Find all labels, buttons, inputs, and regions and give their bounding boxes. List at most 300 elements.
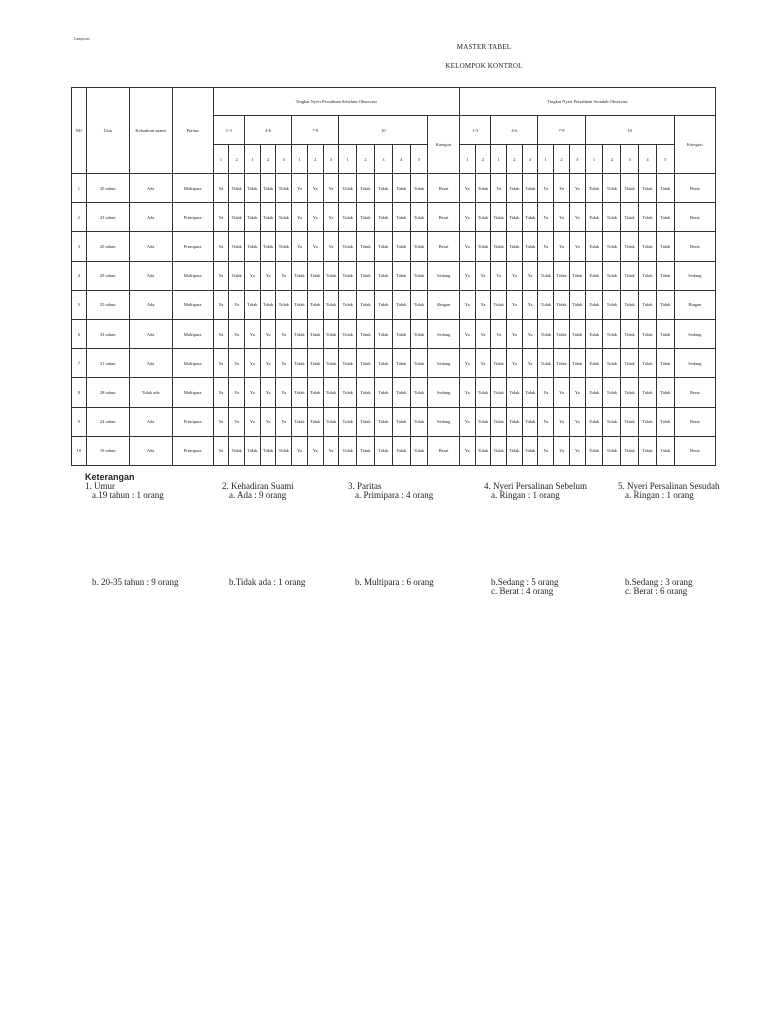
cell-sebelum: Tidak: [374, 319, 392, 348]
ket-sebelum-c: c. Berat : 4 orang: [491, 586, 554, 596]
cell-sesudah: Tidak: [491, 203, 507, 232]
table-row: [72, 407, 716, 436]
cell-sebelum: Ya: [260, 407, 276, 436]
cell-sesudah: Tidak: [522, 407, 538, 436]
cell-sesudah: Tidak: [603, 436, 621, 465]
cell-sesudah: Tidak: [507, 174, 523, 203]
subheader-sebelum-4: 2: [260, 145, 276, 174]
cell-kategori-sebelum: Sedang: [428, 349, 460, 378]
cell-sebelum: Tidak: [229, 232, 245, 261]
cell-sesudah: Tidak: [656, 319, 674, 348]
subheader-sesudah-2: 2: [475, 145, 491, 174]
subheader-sebelum-9: 1: [339, 145, 357, 174]
cell-sesudah: Ya: [475, 261, 491, 290]
cell-sebelum: Tidak: [374, 232, 392, 261]
cell-sesudah: Tidak: [507, 407, 523, 436]
cell-sesudah: Tidak: [507, 436, 523, 465]
cell-kategori-sesudah: Sedang: [674, 261, 715, 290]
cell-kategori-sesudah: Berat: [674, 203, 715, 232]
cell-kehadiran: Ada: [129, 174, 172, 203]
cell-sebelum: Ya: [276, 349, 292, 378]
subheader-sesudah-11: 3: [621, 145, 639, 174]
cell-sesudah: Ya: [554, 436, 570, 465]
cell-paritas: Multipara: [172, 290, 213, 319]
header-no: NO: [72, 88, 87, 174]
cell-sebelum: Tidak: [292, 290, 308, 319]
cell-sesudah: Ya: [475, 290, 491, 319]
cell-usia: 19 tahun: [86, 436, 129, 465]
cell-sebelum: Tidak: [339, 290, 357, 319]
cell-sebelum: Tidak: [339, 378, 357, 407]
cell-sesudah: Tidak: [639, 378, 657, 407]
cell-sesudah: Ya: [569, 174, 585, 203]
ket-umur-b: b. 20-35 tahun : 9 orang: [92, 577, 179, 587]
cell-sebelum: Ya: [307, 436, 323, 465]
cell-sesudah: Ya: [569, 407, 585, 436]
cell-sesudah: Ya: [459, 290, 475, 319]
table-row: [72, 290, 716, 319]
cell-sebelum: Tidak: [357, 407, 375, 436]
cell-sebelum: Ya: [260, 349, 276, 378]
cell-sesudah: Tidak: [585, 436, 603, 465]
cell-sebelum: Tidak: [244, 232, 260, 261]
cell-sesudah: Tidak: [639, 407, 657, 436]
cell-paritas: Multipara: [172, 349, 213, 378]
subheader-sebelum-3: 1: [244, 145, 260, 174]
cell-sebelum: Ya: [229, 319, 245, 348]
cell-sesudah: Ya: [459, 319, 475, 348]
cell-sesudah: Ya: [569, 436, 585, 465]
subheader-sebelum-11: 3: [374, 145, 392, 174]
cell-sebelum: Tidak: [410, 174, 428, 203]
page-subtitle: KELOMPOK KONTROL: [445, 62, 523, 70]
lampiran-label: Lampiran: [74, 36, 90, 41]
cell-sesudah: Ya: [569, 203, 585, 232]
cell-sebelum: Ya: [276, 261, 292, 290]
cell-sesudah: Tidak: [621, 232, 639, 261]
cell-sebelum: Ya: [229, 378, 245, 407]
cell-sebelum: Ya: [323, 436, 339, 465]
cell-kategori-sesudah: Berat: [674, 436, 715, 465]
cell-sesudah: Tidak: [603, 319, 621, 348]
cell-sesudah: Tidak: [538, 261, 554, 290]
cell-sesudah: Ya: [538, 203, 554, 232]
cell-sesudah: Tidak: [554, 261, 570, 290]
cell-no: 2: [72, 203, 87, 232]
cell-sesudah: Tidak: [585, 174, 603, 203]
cell-sesudah: Tidak: [656, 349, 674, 378]
cell-sebelum: Tidak: [410, 436, 428, 465]
master-table: [71, 87, 716, 466]
cell-kategori-sebelum: Ringan: [428, 290, 460, 319]
cell-sebelum: Ya: [276, 407, 292, 436]
cell-sesudah: Tidak: [603, 378, 621, 407]
cell-sesudah: Ya: [522, 290, 538, 319]
cell-sesudah: Tidak: [603, 232, 621, 261]
cell-sebelum: Tidak: [229, 174, 245, 203]
cell-sesudah: Tidak: [475, 407, 491, 436]
cell-sebelum: Ya: [323, 232, 339, 261]
cell-sesudah: Tidak: [639, 261, 657, 290]
cell-kehadiran: Ada: [129, 261, 172, 290]
cell-sebelum: Tidak: [339, 436, 357, 465]
cell-no: 5: [72, 290, 87, 319]
cell-sebelum: Ya: [213, 261, 229, 290]
cell-sebelum: Tidak: [374, 436, 392, 465]
cell-sebelum: Tidak: [244, 436, 260, 465]
cell-usia: 33 tahun: [86, 319, 129, 348]
cell-sebelum: Tidak: [292, 378, 308, 407]
cell-usia: 30 tahun: [86, 174, 129, 203]
cell-sebelum: Ya: [213, 436, 229, 465]
cell-usia: 29 tahun: [86, 261, 129, 290]
cell-sebelum: Tidak: [357, 290, 375, 319]
subheader-sesudah-10: 2: [603, 145, 621, 174]
cell-sebelum: Tidak: [260, 203, 276, 232]
group-sesudah-4-6: 4-6: [491, 116, 538, 145]
cell-sebelum: Tidak: [339, 319, 357, 348]
cell-sebelum: Tidak: [392, 436, 410, 465]
cell-sesudah: Ya: [538, 174, 554, 203]
cell-sebelum: Ya: [323, 174, 339, 203]
cell-sebelum: Tidak: [323, 349, 339, 378]
cell-kehadiran: Ada: [129, 232, 172, 261]
table-row: [72, 319, 716, 348]
cell-sebelum: Tidak: [374, 349, 392, 378]
cell-sesudah: Tidak: [621, 436, 639, 465]
subheader-sesudah-7: 2: [554, 145, 570, 174]
header-sebelum: Tingkat Nyeri Persalinan Sebelum Observasi: [213, 88, 459, 116]
ket-sebelum-a: a. Ringan : 1 orang: [491, 490, 560, 500]
cell-sebelum: Tidak: [276, 436, 292, 465]
cell-sesudah: Tidak: [603, 174, 621, 203]
cell-sebelum: Ya: [292, 436, 308, 465]
cell-sesudah: Tidak: [507, 232, 523, 261]
cell-sesudah: Tidak: [656, 261, 674, 290]
ket-umur-a: a.19 tahun : 1 orang: [92, 490, 164, 500]
cell-sesudah: Tidak: [639, 174, 657, 203]
header-sesudah: Tingkat Nyeri Persalinan Sesudah Observasi: [459, 88, 715, 116]
cell-sesudah: Tidak: [554, 319, 570, 348]
cell-sebelum: Tidak: [323, 407, 339, 436]
cell-sebelum: Tidak: [410, 290, 428, 319]
cell-sesudah: Tidak: [522, 378, 538, 407]
subheader-sebelum-13: 5: [410, 145, 428, 174]
cell-sebelum: Ya: [213, 407, 229, 436]
cell-paritas: Primipara: [172, 436, 213, 465]
cell-sebelum: Ya: [292, 232, 308, 261]
cell-no: 3: [72, 232, 87, 261]
cell-usia: 20 tahun: [86, 232, 129, 261]
cell-usia: 25 tahun: [86, 290, 129, 319]
cell-sebelum: Tidak: [229, 261, 245, 290]
cell-sebelum: Ya: [260, 261, 276, 290]
cell-kehadiran: Ada: [129, 407, 172, 436]
cell-sesudah: Tidak: [475, 203, 491, 232]
cell-sebelum: Tidak: [410, 232, 428, 261]
cell-sebelum: Tidak: [357, 232, 375, 261]
cell-sesudah: Tidak: [639, 319, 657, 348]
cell-sebelum: Ya: [213, 290, 229, 319]
cell-sesudah: Ya: [554, 232, 570, 261]
cell-kategori-sebelum: Berat: [428, 174, 460, 203]
cell-sesudah: Tidak: [621, 407, 639, 436]
subheader-sesudah-4: 2: [507, 145, 523, 174]
cell-sebelum: Tidak: [260, 174, 276, 203]
cell-sesudah: Tidak: [656, 290, 674, 319]
cell-sesudah: Tidak: [475, 174, 491, 203]
cell-sesudah: Ya: [459, 174, 475, 203]
cell-sesudah: Tidak: [639, 436, 657, 465]
cell-sebelum: Tidak: [339, 203, 357, 232]
cell-sebelum: Tidak: [357, 319, 375, 348]
group-sebelum-10: 10: [339, 116, 428, 145]
cell-sebelum: Ya: [244, 378, 260, 407]
cell-sebelum: Tidak: [323, 378, 339, 407]
cell-sebelum: Tidak: [374, 203, 392, 232]
keterangan-heading: Keterangan: [85, 472, 135, 482]
ket-sesudah-a: a. Ringan : 1 orang: [625, 490, 694, 500]
cell-sesudah: Tidak: [639, 349, 657, 378]
cell-sesudah: Tidak: [585, 232, 603, 261]
subheader-sesudah-8: 3: [569, 145, 585, 174]
cell-kategori-sebelum: Sedang: [428, 378, 460, 407]
subheader-sesudah-1: 1: [459, 145, 475, 174]
cell-sesudah: Tidak: [621, 203, 639, 232]
cell-sesudah: Tidak: [639, 203, 657, 232]
cell-usia: 23 tahun: [86, 203, 129, 232]
cell-sesudah: Tidak: [538, 319, 554, 348]
cell-sebelum: Ya: [260, 378, 276, 407]
cell-sebelum: Ya: [244, 349, 260, 378]
cell-sebelum: Ya: [244, 319, 260, 348]
cell-sesudah: Ya: [538, 436, 554, 465]
cell-sesudah: Tidak: [491, 232, 507, 261]
cell-sesudah: Tidak: [569, 349, 585, 378]
cell-sesudah: Ya: [475, 319, 491, 348]
subheader-sesudah-12: 4: [639, 145, 657, 174]
cell-sebelum: Tidak: [392, 349, 410, 378]
cell-sesudah: Tidak: [621, 261, 639, 290]
cell-paritas: Primipara: [172, 407, 213, 436]
subheader-sebelum-8: 3: [323, 145, 339, 174]
ket-sebelum-b: b.Sedang : 5 orang: [491, 577, 559, 587]
cell-sebelum: Tidak: [229, 436, 245, 465]
cell-sesudah: Ya: [569, 378, 585, 407]
ket-suami-b: b.Tidak ada : 1 orang: [229, 577, 306, 587]
group-sesudah-1-3: 1-3: [459, 116, 490, 145]
cell-kategori-sesudah: Sedang: [674, 349, 715, 378]
cell-sesudah: Ya: [459, 407, 475, 436]
cell-sesudah: Ya: [554, 203, 570, 232]
cell-sesudah: Tidak: [522, 203, 538, 232]
cell-sesudah: Ya: [491, 319, 507, 348]
cell-sebelum: Tidak: [323, 261, 339, 290]
cell-sesudah: Ya: [459, 203, 475, 232]
cell-sebelum: Tidak: [392, 261, 410, 290]
cell-kategori-sebelum: Berat: [428, 203, 460, 232]
group-sesudah-10: 10: [585, 116, 674, 145]
cell-kehadiran: Ada: [129, 319, 172, 348]
cell-sebelum: Tidak: [357, 203, 375, 232]
cell-sebelum: Ya: [213, 319, 229, 348]
cell-no: 10: [72, 436, 87, 465]
ket-paritas-b: b. Multipara : 6 orang: [355, 577, 434, 587]
table-row: [72, 174, 716, 203]
cell-sebelum: Tidak: [374, 290, 392, 319]
cell-sesudah: Tidak: [656, 378, 674, 407]
cell-sebelum: Tidak: [357, 261, 375, 290]
cell-sebelum: Tidak: [374, 174, 392, 203]
cell-sesudah: Tidak: [621, 349, 639, 378]
cell-sesudah: Tidak: [585, 319, 603, 348]
cell-sesudah: Ya: [459, 378, 475, 407]
cell-kehadiran: Ada: [129, 290, 172, 319]
cell-sebelum: Ya: [323, 203, 339, 232]
subheader-sebelum-1: 1: [213, 145, 229, 174]
cell-sesudah: Tidak: [656, 174, 674, 203]
cell-sesudah: Tidak: [491, 290, 507, 319]
subheader-sebelum-5: 3: [276, 145, 292, 174]
cell-no: 1: [72, 174, 87, 203]
cell-paritas: Multipara: [172, 261, 213, 290]
cell-sesudah: Ya: [507, 261, 523, 290]
cell-sesudah: Tidak: [603, 290, 621, 319]
cell-sebelum: Tidak: [307, 319, 323, 348]
cell-sesudah: Tidak: [507, 203, 523, 232]
cell-sesudah: Tidak: [621, 319, 639, 348]
cell-sesudah: Ya: [538, 232, 554, 261]
cell-sesudah: Tidak: [491, 378, 507, 407]
table-row: [72, 378, 716, 407]
subheader-sesudah-5: 3: [522, 145, 538, 174]
cell-sebelum: Ya: [244, 261, 260, 290]
cell-sebelum: Tidak: [260, 232, 276, 261]
cell-sesudah: Tidak: [522, 174, 538, 203]
ket-sesudah-c: c. Berat : 6 orang: [625, 586, 688, 596]
cell-sebelum: Ya: [213, 232, 229, 261]
cell-sesudah: Ya: [475, 349, 491, 378]
cell-sebelum: Tidak: [392, 407, 410, 436]
cell-no: 9: [72, 407, 87, 436]
cell-sebelum: Ya: [292, 203, 308, 232]
cell-sebelum: Tidak: [374, 407, 392, 436]
cell-sesudah: Ya: [507, 349, 523, 378]
cell-sebelum: Ya: [276, 378, 292, 407]
cell-sebelum: Tidak: [276, 203, 292, 232]
ket-suami-title: 2. Kehadiran Suami: [222, 481, 294, 491]
cell-sebelum: Tidak: [292, 319, 308, 348]
cell-sebelum: Tidak: [410, 407, 428, 436]
cell-sesudah: Tidak: [585, 378, 603, 407]
cell-sebelum: Tidak: [357, 349, 375, 378]
cell-sesudah: Tidak: [603, 261, 621, 290]
cell-kategori-sebelum: Sedang: [428, 407, 460, 436]
cell-sebelum: Ya: [307, 203, 323, 232]
cell-usia: 31 tahun: [86, 349, 129, 378]
cell-sebelum: Tidak: [292, 349, 308, 378]
cell-sebelum: Tidak: [410, 378, 428, 407]
cell-kategori-sesudah: Berat: [674, 174, 715, 203]
cell-sebelum: Tidak: [410, 349, 428, 378]
cell-sesudah: Ya: [459, 436, 475, 465]
cell-sesudah: Ya: [538, 378, 554, 407]
ket-sesudah-b: b.Sedang : 3 orang: [625, 577, 693, 587]
cell-sebelum: Tidak: [244, 290, 260, 319]
cell-sesudah: Tidak: [538, 349, 554, 378]
cell-sesudah: Tidak: [585, 261, 603, 290]
header-usia: Usia: [86, 88, 129, 174]
table-row: [72, 349, 716, 378]
cell-sebelum: Ya: [244, 407, 260, 436]
cell-sesudah: Tidak: [475, 436, 491, 465]
cell-kehadiran: Ada: [129, 436, 172, 465]
cell-sesudah: Tidak: [621, 174, 639, 203]
cell-sebelum: Tidak: [374, 378, 392, 407]
table-row: [72, 436, 716, 465]
cell-sesudah: Tidak: [639, 232, 657, 261]
cell-sebelum: Tidak: [410, 261, 428, 290]
cell-sebelum: Ya: [229, 290, 245, 319]
cell-kategori-sesudah: Sedang: [674, 319, 715, 348]
ket-paritas-title: 3. Paritas: [348, 481, 382, 491]
cell-sebelum: Tidak: [410, 203, 428, 232]
cell-sebelum: Ya: [292, 174, 308, 203]
cell-sesudah: Tidak: [491, 349, 507, 378]
subheader-sesudah-9: 1: [585, 145, 603, 174]
cell-sebelum: Tidak: [260, 436, 276, 465]
cell-no: 8: [72, 378, 87, 407]
subheader-sebelum-2: 2: [229, 145, 245, 174]
cell-sebelum: Tidak: [357, 436, 375, 465]
header-paritas: Paritas: [172, 88, 213, 174]
cell-kategori-sebelum: Berat: [428, 232, 460, 261]
cell-sesudah: Tidak: [656, 203, 674, 232]
cell-sebelum: Tidak: [244, 174, 260, 203]
cell-sesudah: Ya: [569, 232, 585, 261]
cell-sebelum: Tidak: [392, 203, 410, 232]
cell-sesudah: Tidak: [621, 290, 639, 319]
cell-sesudah: Tidak: [475, 378, 491, 407]
ket-sesudah-title: 5. Nyeri Persalinan Sesudah: [618, 481, 720, 491]
cell-sesudah: Tidak: [585, 290, 603, 319]
header-kategori-sesudah: Kategori: [674, 116, 715, 174]
cell-sesudah: Tidak: [585, 349, 603, 378]
cell-sesudah: Tidak: [522, 436, 538, 465]
cell-sebelum: Tidak: [374, 261, 392, 290]
cell-kategori-sebelum: Sedang: [428, 261, 460, 290]
cell-kategori-sesudah: Ringan: [674, 290, 715, 319]
cell-sebelum: Tidak: [357, 174, 375, 203]
cell-sesudah: Ya: [554, 407, 570, 436]
cell-sebelum: Ya: [229, 407, 245, 436]
cell-sebelum: Tidak: [392, 319, 410, 348]
cell-paritas: Primipara: [172, 232, 213, 261]
cell-sesudah: Tidak: [554, 290, 570, 319]
cell-sesudah: Ya: [538, 407, 554, 436]
header-kehadiran: Kehadiran suami: [129, 88, 172, 174]
cell-kehadiran: Tidak ada: [129, 378, 172, 407]
cell-kategori-sebelum: Berat: [428, 436, 460, 465]
cell-sesudah: Ya: [507, 319, 523, 348]
cell-sebelum: Tidak: [392, 232, 410, 261]
cell-sesudah: Tidak: [656, 232, 674, 261]
cell-sesudah: Tidak: [522, 232, 538, 261]
cell-sesudah: Tidak: [475, 232, 491, 261]
cell-sebelum: Tidak: [339, 174, 357, 203]
cell-sesudah: Ya: [522, 319, 538, 348]
cell-sebelum: Tidak: [276, 232, 292, 261]
